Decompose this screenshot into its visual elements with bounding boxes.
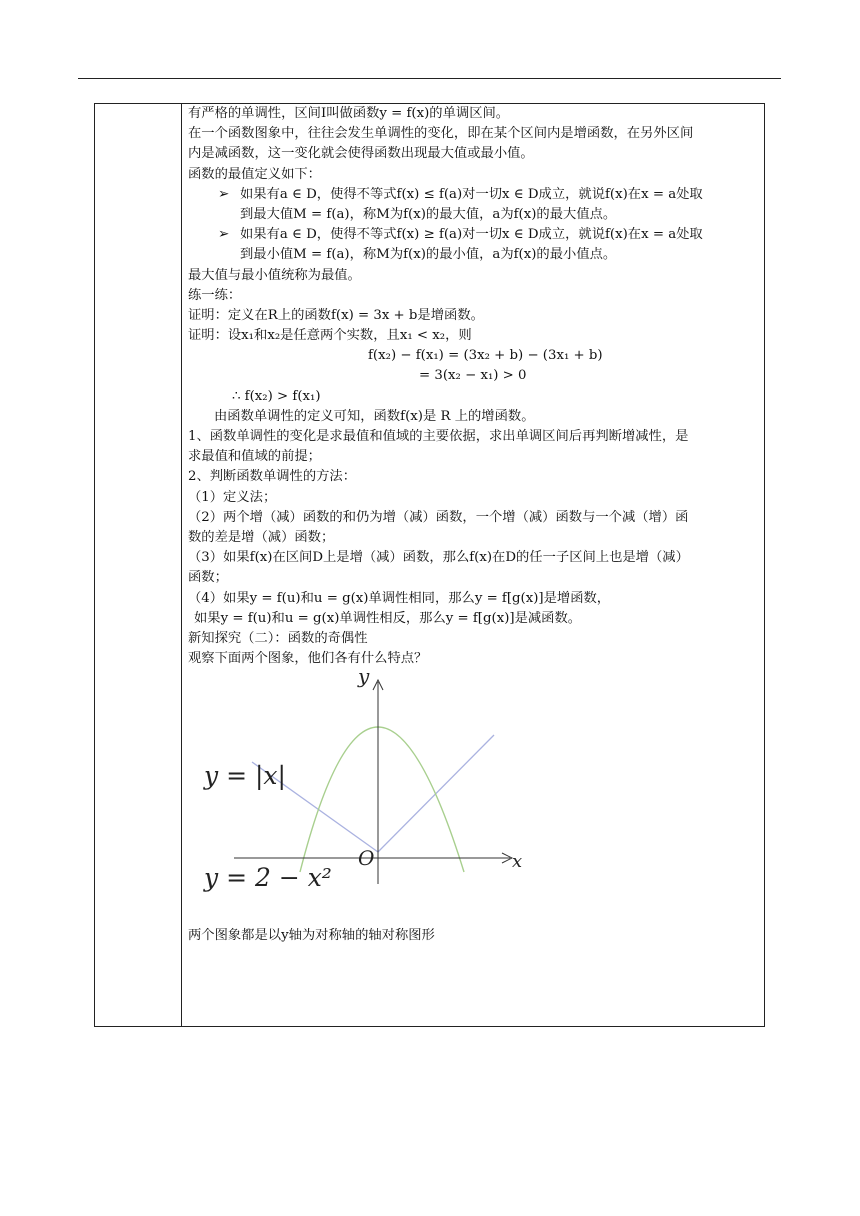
equation-line: f(x₂) − f(x₁) = (3x₂ + b) − (3x₁ + b) [368, 348, 603, 364]
text-line: 最大值与最小值统称为最值。 [188, 267, 361, 283]
text-line: 函数； [188, 570, 228, 586]
text-line: 练一练： [188, 287, 242, 303]
text-line: 数的差是增（减）函数； [188, 529, 335, 545]
left-column-cell [95, 104, 182, 1026]
conclusion-line: 两个图象都是以y轴为对称轴的轴对称图形 [188, 928, 435, 944]
text-line: （1）定义法； [188, 489, 277, 505]
header-rule [78, 78, 781, 79]
text-line: 由函数单调性的定义可知，函数f(x)是 R 上的增函数。 [214, 408, 535, 424]
text-line: 到最大值M = f(a)，称M为f(x)的最大值，a为f(x)的最大值点。 [240, 206, 617, 222]
text-line: 证明：定义在R上的函数f(x) = 3x + b是增函数。 [188, 307, 484, 323]
text-line: 证明：设x₁和x₂是任意两个实数，且x₁ < x₂，则 [188, 328, 472, 344]
text-line: 有严格的单调性，区间I叫做函数y = f(x)的单调区间。 [188, 106, 510, 121]
text-line: 2、判断函数单调性的方法： [188, 469, 357, 485]
function-graph-figure [188, 664, 528, 922]
text-line: 在一个函数图象中，往往会发生单调性的变化，即在某个区间内是增函数，在另外区间 [188, 126, 694, 142]
text-line: 观察下面两个图象，他们各有什么特点？ [188, 651, 428, 667]
content-cell [188, 104, 760, 946]
therefore-line: ∴ f(x₂) > f(x₁) [232, 388, 321, 404]
parabola-label: y = 2 − x² [204, 863, 332, 893]
text-line: （4）如果y = f(u)和u = g(x)单调性相同，那么y = f[g(x)]是增函数， [188, 590, 611, 606]
y-axis-label: y [358, 664, 370, 689]
x-axis-label: x [512, 851, 523, 873]
bullet-item-max [188, 185, 760, 205]
text-line: 内是减函数，这一变化就会使得函数出现最大值或最小值。 [188, 146, 534, 162]
bullet-item-min [188, 225, 760, 245]
abs-label: y = |x| [204, 761, 286, 791]
text-line: 如果有a ∈ D，使得不等式f(x) ≥ f(a)对一切x ∈ D成立，就说f(x)在x = a处取 [240, 227, 703, 243]
text-line: 新知探究（二）：函数的奇偶性 [188, 630, 368, 646]
text-line: 函数的最值定义如下： [188, 166, 321, 182]
lesson-table [94, 103, 765, 1027]
text-line: 到最小值M = f(a)，称M为f(x)的最小值，a为f(x)的最小值点。 [240, 247, 617, 263]
text-line: （2）两个增（减）函数的和仍为增（减）函数，一个增（减）函数与一个减（增）函 [188, 509, 689, 525]
text-line: 求最值和值域的前提； [188, 449, 321, 465]
origin-label: O [358, 846, 375, 871]
equation-line: = 3(x₂ − x₁) > 0 [419, 368, 527, 384]
text-line: 如果有a ∈ D，使得不等式f(x) ≤ f(a)对一切x ∈ D成立，就说f(x)在x = a处取 [240, 186, 703, 202]
arrow-bullet-icon: ➢ [218, 227, 230, 243]
parabola-curve [300, 727, 464, 872]
arrow-bullet-icon: ➢ [218, 186, 230, 202]
text-line: （3）如果f(x)在区间D上是增（减）函数，那么f(x)在D的任一子区间上也是增（减） [188, 550, 689, 566]
text-line: 1、函数单调性的变化是求最值和值域的主要依据，求出单调区间后再判断增减性，是 [188, 429, 689, 444]
text-line: 如果y = f(u)和u = g(x)单调性相反，那么y = f[g(x)]是减函数。 [194, 610, 582, 626]
